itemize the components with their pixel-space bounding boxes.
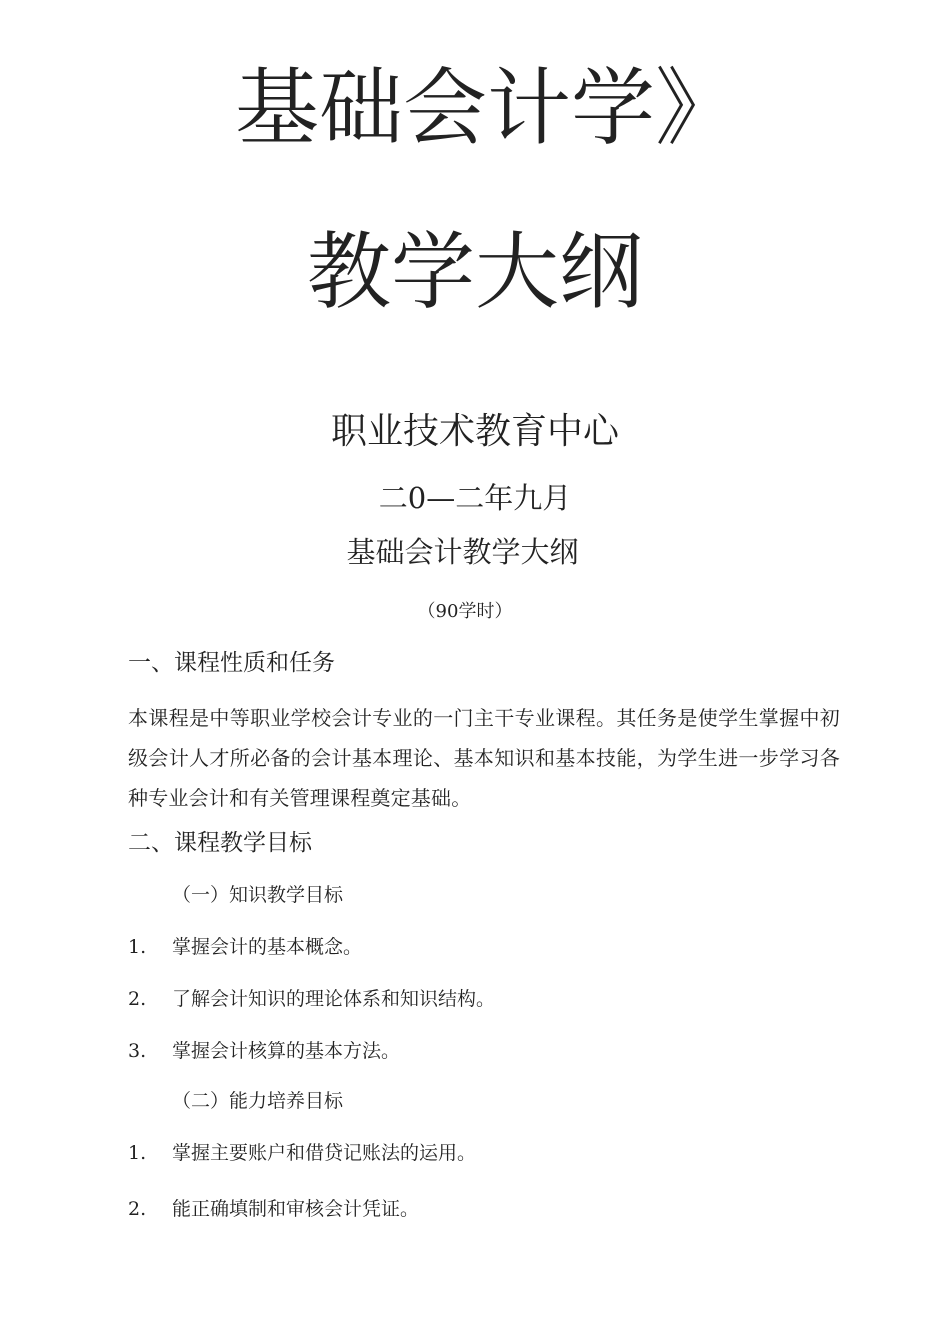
list-item-number: 2. xyxy=(128,988,147,1010)
subsection-heading-ability: （二）能力培养目标 xyxy=(172,1090,344,1112)
list-item xyxy=(128,1140,476,1166)
list-item xyxy=(128,1196,419,1222)
list-item-number: 3. xyxy=(128,1040,147,1062)
course-hours: （90学时） xyxy=(417,601,513,622)
publish-date: 二0—二年九月 xyxy=(378,481,572,515)
list-item-text: 掌握会计的基本概念。 xyxy=(172,936,363,958)
list-item-text: 掌握主要账户和借贷记账法的运用。 xyxy=(172,1142,477,1164)
list-item xyxy=(128,934,362,960)
list-item-text: 了解会计知识的理论体系和知识结构。 xyxy=(172,988,496,1010)
list-item-number: 2. xyxy=(128,1198,147,1220)
list-item-text: 掌握会计核算的基本方法。 xyxy=(172,1040,401,1062)
list-item xyxy=(128,986,495,1012)
section-body-nature: 本课程是中等职业学校会计专业的一门主干专业课程。其任务是使学生掌握中初级会计人才所必备的会计基本理论、基本知识和基本技能，为学生进一步学习各种专业会计和有关管理课程奠定基础。 xyxy=(128,706,840,810)
section-heading-objectives: 二、课程教学目标 xyxy=(128,830,312,856)
cover-title-line2: 教学大纲 xyxy=(306,223,643,321)
list-item-number: 1. xyxy=(128,1142,147,1164)
document-title: 基础会计教学大纲 xyxy=(346,535,579,569)
subsection-heading-knowledge: （一）知识教学目标 xyxy=(172,884,344,906)
cover-title-line1: 基础会计学》 xyxy=(234,59,739,157)
section-heading-nature: 一、课程性质和任务 xyxy=(128,650,335,676)
list-item-number: 1. xyxy=(128,936,147,958)
list-item xyxy=(128,1038,400,1064)
list-item-text: 能正确填制和审核会计凭证。 xyxy=(172,1198,420,1220)
organization-name: 职业技术教育中心 xyxy=(330,411,619,452)
